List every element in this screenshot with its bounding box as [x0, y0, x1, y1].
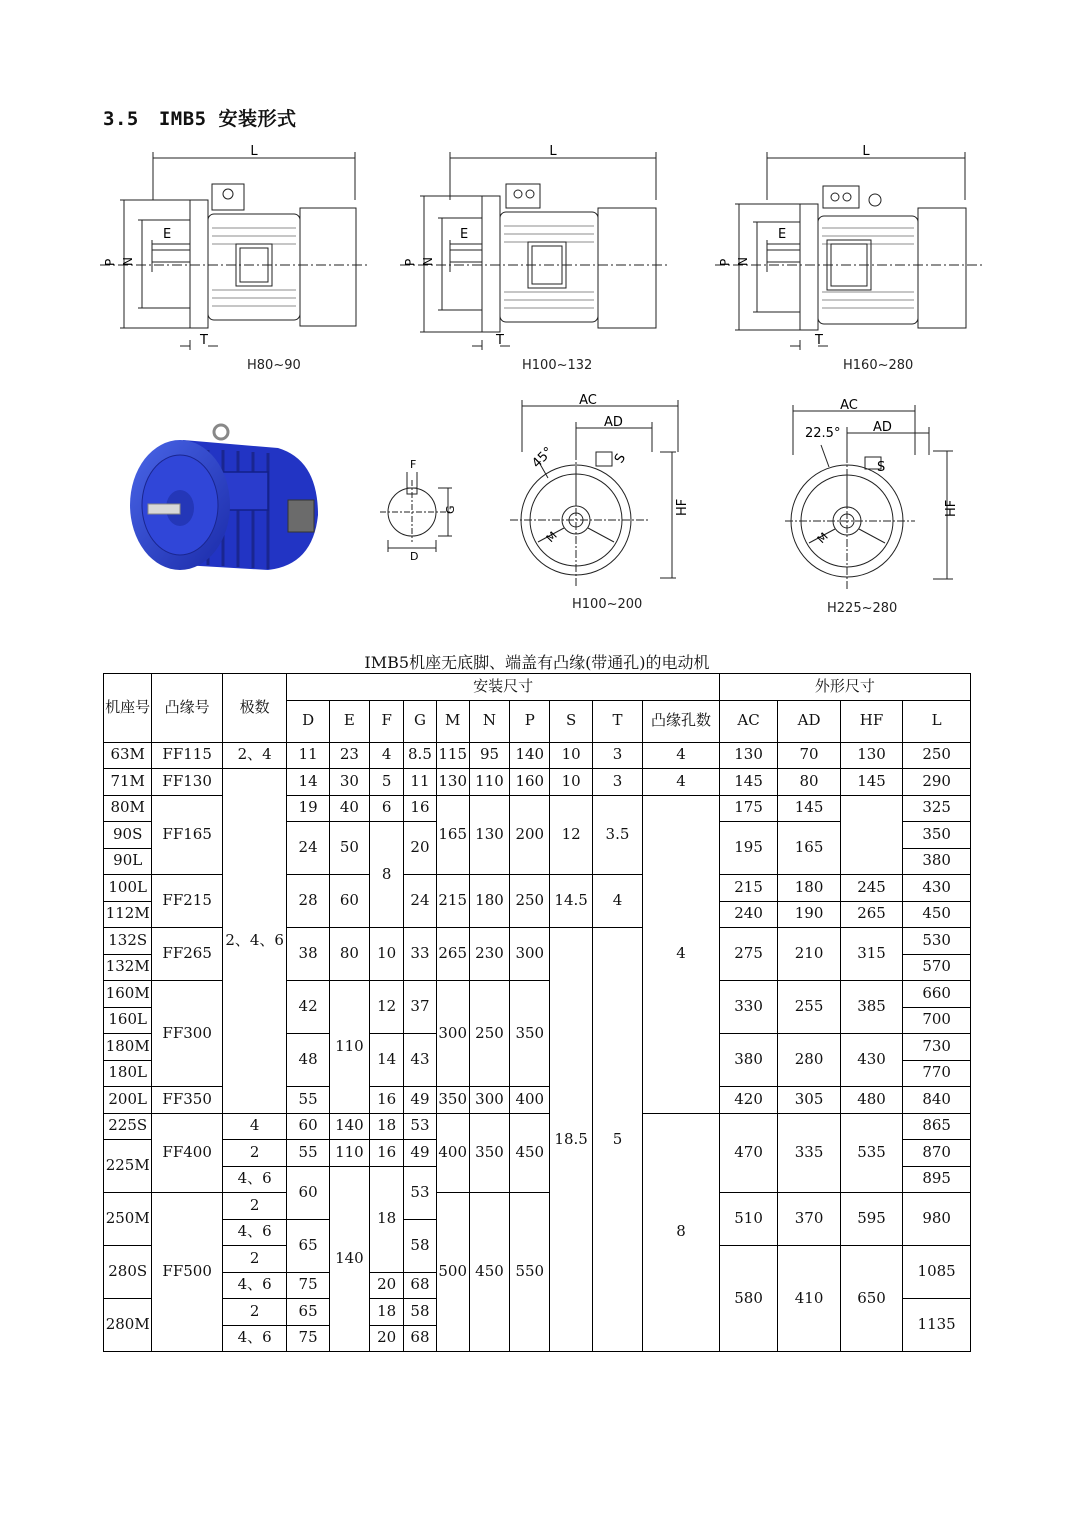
cell-e: 23 — [329, 742, 369, 769]
cell-l: 770 — [903, 1060, 971, 1087]
cell-p: 450 — [510, 1113, 550, 1193]
cell-l: 250 — [903, 742, 971, 769]
header-frame: 机座号 — [104, 674, 152, 743]
header-m: M — [436, 700, 469, 742]
header-p: P — [510, 700, 550, 742]
cell-g: 43 — [404, 1034, 436, 1087]
cell-frame: 180M — [104, 1034, 152, 1061]
header-row-1 — [104, 674, 971, 701]
header-t: T — [592, 700, 642, 742]
cell-holes: 4 — [643, 769, 720, 796]
cell-n: 130 — [469, 795, 509, 875]
table-row — [104, 742, 971, 769]
shaft-section-drawing — [380, 450, 470, 563]
cell-p: 300 — [510, 928, 550, 981]
cell-holes: 8 — [643, 1113, 720, 1352]
cell-s: 10 — [550, 742, 592, 769]
cell-f: 8 — [370, 822, 404, 928]
cell-poles: 2 — [222, 1140, 287, 1167]
cell-hf: 480 — [840, 1087, 902, 1114]
cell-n: 110 — [469, 769, 509, 796]
cell-f: 12 — [370, 981, 404, 1034]
cell-frame: 90L — [104, 848, 152, 875]
table-row — [104, 769, 971, 796]
dim-label-n: N — [121, 257, 135, 266]
dim-label-t: T — [496, 333, 504, 348]
header-f: F — [370, 700, 404, 742]
cell-flange: FF265 — [152, 928, 223, 981]
cell-ac: 275 — [719, 928, 777, 981]
dim-label-s: S — [611, 451, 630, 466]
cell-d: 28 — [287, 875, 329, 928]
cell-hf: 245 — [840, 875, 902, 902]
cell-d: 65 — [287, 1299, 329, 1326]
cell-frame: 200L — [104, 1087, 152, 1114]
end-view-drawing-h225 — [785, 395, 970, 595]
dim-label-l: L — [862, 144, 870, 159]
cell-f: 14 — [370, 1034, 404, 1087]
cell-d: 19 — [287, 795, 329, 822]
cell-g: 68 — [404, 1325, 436, 1352]
dim-label-ad: AD — [873, 420, 892, 435]
cell-g: 58 — [404, 1219, 436, 1272]
cell-ac: 470 — [719, 1113, 777, 1193]
cell-l: 1085 — [903, 1246, 971, 1299]
cell-ac: 175 — [719, 795, 777, 822]
dim-label-d: D — [410, 550, 419, 563]
header-poles: 极数 — [222, 674, 287, 743]
cell-d: 75 — [287, 1272, 329, 1299]
cell-l: 380 — [903, 848, 971, 875]
cell-l: 730 — [903, 1034, 971, 1061]
cell-frame: 280S — [104, 1246, 152, 1299]
cell-hf: 535 — [840, 1113, 902, 1193]
header-d: D — [287, 700, 329, 742]
cell-frame: 90S — [104, 822, 152, 849]
cell-g: 8.5 — [404, 742, 436, 769]
cell-g: 33 — [404, 928, 436, 981]
cell-l: 450 — [903, 901, 971, 928]
cell-f: 20 — [370, 1272, 404, 1299]
cell-ad: 70 — [778, 742, 840, 769]
cell-g: 68 — [404, 1272, 436, 1299]
cell-s: 14.5 — [550, 875, 592, 928]
cell-d: 14 — [287, 769, 329, 796]
cell-frame: 225M — [104, 1140, 152, 1193]
cell-ad: 80 — [778, 769, 840, 796]
dim-label-g: G — [444, 505, 457, 514]
cell-ac: 380 — [719, 1034, 777, 1087]
dim-label-f: F — [410, 458, 417, 471]
cell-e: 140 — [329, 1166, 369, 1352]
cell-d: 42 — [287, 981, 329, 1034]
cell-flange: FF300 — [152, 981, 223, 1087]
cell-ad: 280 — [778, 1034, 840, 1087]
dim-label-l: L — [549, 144, 557, 159]
cell-f: 20 — [370, 1325, 404, 1352]
cell-l: 700 — [903, 1007, 971, 1034]
dim-label-e: E — [163, 227, 172, 242]
cell-poles: 4 — [222, 1113, 287, 1140]
cell-ac: 240 — [719, 901, 777, 928]
header-holes: 凸缘孔数 — [643, 700, 720, 742]
header-ad: AD — [778, 700, 840, 742]
cell-p: 200 — [510, 795, 550, 875]
dim-label-ac: AC — [579, 393, 597, 408]
cell-d: 55 — [287, 1087, 329, 1114]
cell-l: 840 — [903, 1087, 971, 1114]
cell-p: 160 — [510, 769, 550, 796]
cell-s: 10 — [550, 769, 592, 796]
cell-n: 350 — [469, 1113, 509, 1193]
cell-d: 65 — [287, 1219, 329, 1272]
cell-frame: 132M — [104, 954, 152, 981]
cell-l: 980 — [903, 1193, 971, 1246]
header-flange: 凸缘号 — [152, 674, 223, 743]
dim-label-t: T — [200, 333, 208, 348]
cell-poles: 2、4、6 — [222, 769, 287, 1114]
cell-l: 870 — [903, 1140, 971, 1167]
cell-ac: 130 — [719, 742, 777, 769]
cell-d: 11 — [287, 742, 329, 769]
header-ac: AC — [719, 700, 777, 742]
cell-l: 660 — [903, 981, 971, 1008]
cell-t: 3 — [592, 742, 642, 769]
cell-hf — [840, 795, 902, 875]
cell-s: 18.5 — [550, 928, 592, 1352]
cell-e: 50 — [329, 822, 369, 875]
cell-hf: 650 — [840, 1246, 902, 1352]
cell-g: 49 — [404, 1140, 436, 1167]
side-view-drawing-h160 — [715, 140, 990, 390]
cell-m: 130 — [436, 769, 469, 796]
cell-e: 140 — [329, 1113, 369, 1140]
cell-g: 16 — [404, 795, 436, 822]
side-view-caption-3: H160~280 — [843, 358, 914, 373]
cell-p: 140 — [510, 742, 550, 769]
header-g: G — [404, 700, 436, 742]
cell-ad: 190 — [778, 901, 840, 928]
cell-flange: FF400 — [152, 1113, 223, 1193]
cell-ad: 145 — [778, 795, 840, 822]
section-number: 3.5 — [103, 108, 139, 130]
cell-l: 350 — [903, 822, 971, 849]
cell-ad: 305 — [778, 1087, 840, 1114]
cell-frame: 180L — [104, 1060, 152, 1087]
cell-l: 895 — [903, 1166, 971, 1193]
dim-label-e: E — [460, 227, 469, 242]
dim-label-e: E — [778, 227, 787, 242]
cell-n: 95 — [469, 742, 509, 769]
cell-g: 24 — [404, 875, 436, 928]
cell-ac: 330 — [719, 981, 777, 1034]
cell-f: 18 — [370, 1166, 404, 1272]
cell-ad: 210 — [778, 928, 840, 981]
side-view-drawing-h80 — [100, 140, 375, 390]
cell-e: 30 — [329, 769, 369, 796]
table-row — [104, 1193, 971, 1220]
cell-e: 40 — [329, 795, 369, 822]
cell-poles: 2 — [222, 1246, 287, 1273]
cell-t: 5 — [592, 928, 642, 1352]
cell-m: 165 — [436, 795, 469, 875]
dim-label-p: P — [103, 258, 117, 266]
cell-frame: 80M — [104, 795, 152, 822]
cell-ad: 180 — [778, 875, 840, 902]
header-outline-group: 外形尺寸 — [719, 674, 970, 701]
header-e: E — [329, 700, 369, 742]
cell-l: 865 — [903, 1113, 971, 1140]
cell-t: 3 — [592, 769, 642, 796]
cell-frame: 250M — [104, 1193, 152, 1246]
cell-m: 400 — [436, 1113, 469, 1193]
cell-m: 265 — [436, 928, 469, 981]
cell-poles: 4、6 — [222, 1219, 287, 1246]
end-view-drawing-h100 — [510, 392, 700, 592]
cell-ad: 165 — [778, 822, 840, 875]
cell-m: 215 — [436, 875, 469, 928]
cell-poles: 4、6 — [222, 1166, 287, 1193]
dim-label-n: N — [736, 257, 750, 266]
cell-poles: 2、4 — [222, 742, 287, 769]
cell-n: 180 — [469, 875, 509, 928]
cell-f: 18 — [370, 1299, 404, 1326]
cell-m: 350 — [436, 1087, 469, 1114]
cell-frame: 160M — [104, 981, 152, 1008]
cell-ad: 255 — [778, 981, 840, 1034]
dim-label-m: M — [814, 530, 831, 546]
section-heading — [103, 104, 297, 131]
cell-l: 1135 — [903, 1299, 971, 1352]
cell-n: 450 — [469, 1193, 509, 1352]
cell-ad: 410 — [778, 1246, 840, 1352]
cell-p: 350 — [510, 981, 550, 1087]
cell-f: 16 — [370, 1087, 404, 1114]
cell-hf: 265 — [840, 901, 902, 928]
cell-hf: 595 — [840, 1193, 902, 1246]
cell-holes: 4 — [643, 795, 720, 1113]
dim-label-hf: HF — [675, 498, 690, 516]
dim-label-ad: AD — [604, 415, 623, 430]
angle-label: 22.5° — [805, 426, 841, 441]
cell-ac: 420 — [719, 1087, 777, 1114]
cell-flange: FF215 — [152, 875, 223, 928]
table-title: IMB5机座无底脚、端盖有凸缘(带通孔)的电动机 — [364, 653, 710, 672]
end-view-caption-1: H100~200 — [572, 597, 643, 612]
cell-m: 115 — [436, 742, 469, 769]
cell-l: 290 — [903, 769, 971, 796]
cell-t: 4 — [592, 875, 642, 928]
header-mount-group: 安装尺寸 — [287, 674, 719, 701]
cell-hf: 385 — [840, 981, 902, 1034]
cell-g: 58 — [404, 1299, 436, 1326]
header-l: L — [903, 700, 971, 742]
cell-ad: 335 — [778, 1113, 840, 1193]
cell-n: 230 — [469, 928, 509, 981]
cell-holes: 4 — [643, 742, 720, 769]
cell-e: 80 — [329, 928, 369, 981]
header-hf: HF — [840, 700, 902, 742]
cell-p: 400 — [510, 1087, 550, 1114]
dim-label-ac: AC — [840, 398, 858, 413]
cell-frame: 112M — [104, 901, 152, 928]
dim-label-t: T — [815, 333, 823, 348]
cell-ac: 510 — [719, 1193, 777, 1246]
table-row — [104, 1113, 971, 1140]
cell-poles: 4、6 — [222, 1272, 287, 1299]
cell-frame: 71M — [104, 769, 152, 796]
cell-frame: 132S — [104, 928, 152, 955]
cell-n: 300 — [469, 1087, 509, 1114]
cell-g: 53 — [404, 1113, 436, 1140]
cell-d: 48 — [287, 1034, 329, 1087]
cell-f: 16 — [370, 1140, 404, 1167]
cell-g: 11 — [404, 769, 436, 796]
header-s: S — [550, 700, 592, 742]
cell-d: 60 — [287, 1113, 329, 1140]
cell-ac: 195 — [719, 822, 777, 875]
cell-d: 24 — [287, 822, 329, 875]
dimension-table — [103, 673, 971, 1352]
cell-p: 250 — [510, 875, 550, 928]
cell-f: 6 — [370, 795, 404, 822]
cell-g: 37 — [404, 981, 436, 1034]
cell-ad: 370 — [778, 1193, 840, 1246]
cell-f: 5 — [370, 769, 404, 796]
end-view-caption-2: H225~280 — [827, 601, 898, 616]
side-view-caption-2: H100~132 — [522, 358, 593, 373]
cell-hf: 130 — [840, 742, 902, 769]
dim-label-hf: HF — [944, 499, 959, 517]
cell-l: 570 — [903, 954, 971, 981]
cell-s: 12 — [550, 795, 592, 875]
cell-ac: 215 — [719, 875, 777, 902]
cell-m: 300 — [436, 981, 469, 1087]
cell-frame: 280M — [104, 1299, 152, 1352]
dim-label-s: S — [877, 460, 886, 475]
section-title: IMB5 安装形式 — [158, 108, 297, 130]
cell-l: 325 — [903, 795, 971, 822]
cell-d: 75 — [287, 1325, 329, 1352]
cell-frame: 63M — [104, 742, 152, 769]
cell-flange: FF500 — [152, 1193, 223, 1352]
cell-ac: 580 — [719, 1246, 777, 1352]
cell-poles: 2 — [222, 1193, 287, 1220]
cell-e: 110 — [329, 1140, 369, 1167]
cell-l: 530 — [903, 928, 971, 955]
cell-n: 250 — [469, 981, 509, 1087]
cell-e: 60 — [329, 875, 369, 928]
cell-hf: 145 — [840, 769, 902, 796]
cell-flange: FF130 — [152, 769, 223, 796]
header-n: N — [469, 700, 509, 742]
cell-poles: 4、6 — [222, 1325, 287, 1352]
cell-g: 49 — [404, 1087, 436, 1114]
cell-l: 430 — [903, 875, 971, 902]
cell-d: 55 — [287, 1140, 329, 1167]
cell-f: 18 — [370, 1113, 404, 1140]
cell-frame: 100L — [104, 875, 152, 902]
dim-label-p: P — [403, 258, 417, 266]
cell-g: 20 — [404, 822, 436, 875]
side-view-caption-1: H80~90 — [247, 358, 301, 373]
dim-label-p: P — [718, 258, 732, 266]
cell-t: 3.5 — [592, 795, 642, 875]
cell-g: 53 — [404, 1166, 436, 1219]
cell-d: 60 — [287, 1166, 329, 1219]
cell-p: 550 — [510, 1193, 550, 1352]
angle-label: 45° — [529, 444, 557, 472]
cell-e: 110 — [329, 981, 369, 1114]
cell-d: 38 — [287, 928, 329, 981]
dim-label-n: N — [421, 257, 435, 266]
cell-poles: 2 — [222, 1299, 287, 1326]
cell-m: 500 — [436, 1193, 469, 1352]
cell-flange: FF165 — [152, 795, 223, 875]
dim-label-m: M — [543, 529, 560, 545]
cell-flange: FF115 — [152, 742, 223, 769]
cell-hf: 430 — [840, 1034, 902, 1087]
cell-hf: 315 — [840, 928, 902, 981]
cell-flange: FF350 — [152, 1087, 223, 1114]
motor-3d-illustration — [128, 420, 328, 585]
cell-ac: 145 — [719, 769, 777, 796]
dim-label-l: L — [250, 144, 258, 159]
cell-f: 10 — [370, 928, 404, 981]
cell-frame: 160L — [104, 1007, 152, 1034]
cell-f: 4 — [370, 742, 404, 769]
side-view-drawing-h100 — [400, 140, 675, 390]
cell-frame: 225S — [104, 1113, 152, 1140]
